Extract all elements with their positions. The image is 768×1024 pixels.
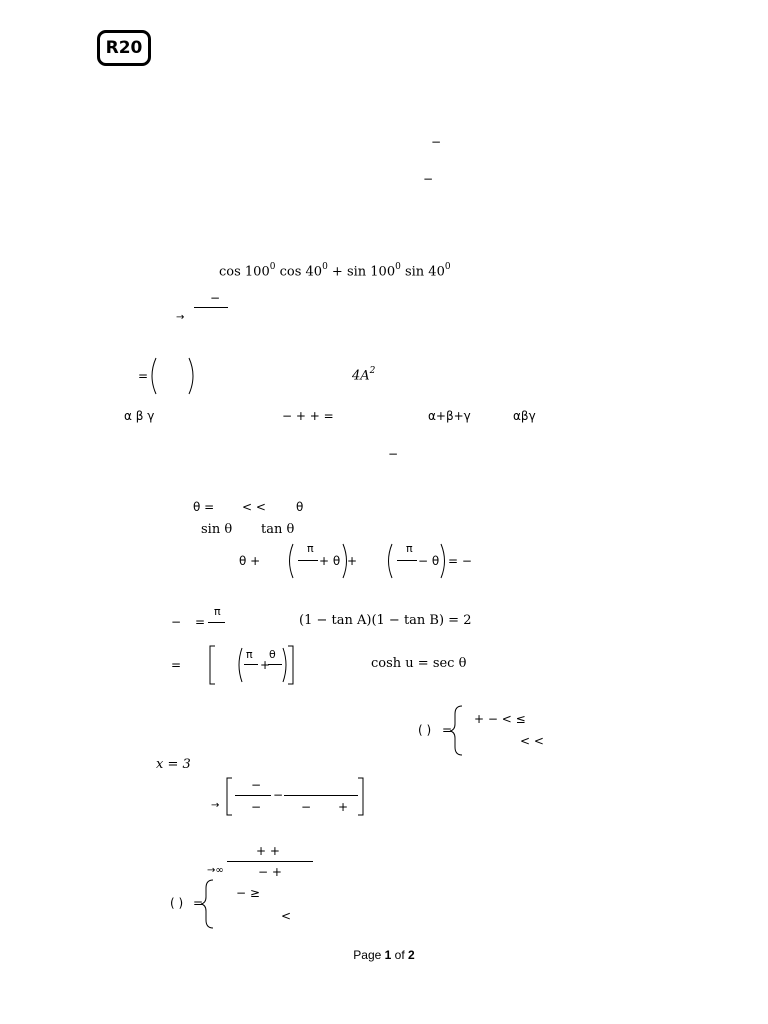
q11-denominator: − + xyxy=(258,865,282,879)
q4-product: αβγ xyxy=(513,409,536,423)
q5-pi-2: π xyxy=(406,542,413,555)
page-footer: Page 1 of 2 xyxy=(353,948,415,962)
q11-arrow: →∞ xyxy=(207,865,224,876)
q7-equals: = xyxy=(171,658,182,672)
q12-row-2: < xyxy=(281,909,292,923)
q3-expression: $4A^2$ xyxy=(352,366,376,384)
r20-logo: R20 xyxy=(97,30,151,66)
q3-equals: = xyxy=(138,369,149,383)
q5-inequality: < < xyxy=(242,500,266,514)
q12-paren: ( ) xyxy=(170,896,184,910)
q10-minus-b1: − xyxy=(251,800,262,814)
q5-minus-theta: − θ xyxy=(418,554,440,568)
q5-plus-theta: + θ xyxy=(319,554,341,568)
q8-equals: = xyxy=(442,723,453,737)
q9-expression: x = 3 xyxy=(156,757,191,772)
q12-brace xyxy=(201,880,213,928)
q3-right-paren xyxy=(189,358,193,394)
q4-operators: − + + = xyxy=(282,409,334,423)
q6-pi: π xyxy=(214,605,221,618)
q10-minus-mid: − xyxy=(273,788,284,802)
q10-right-bracket xyxy=(358,778,363,815)
q5-theta-eq: θ = xyxy=(193,500,215,514)
q1-expression: $\cos 100^0$ $\cos 40^0 + \sin 100^0$ $\sin 40^0$ xyxy=(219,262,451,280)
q10-plus: + xyxy=(338,800,349,814)
q6-expression: (1 − tan A)(1 − tan B) = 2 xyxy=(299,613,472,628)
q12-row-1: − ≥ xyxy=(236,886,260,900)
q11-numerator: + + xyxy=(256,844,280,858)
q7-plus: + xyxy=(260,658,271,672)
q7-left-paren xyxy=(239,648,242,682)
q7-right-paren xyxy=(283,648,286,682)
q-minus-1: − xyxy=(431,135,442,149)
q8-row-1: + − < ≤ xyxy=(474,712,526,726)
q2-arrow: → xyxy=(176,312,185,323)
q10-left-bracket xyxy=(227,778,232,815)
q6-equals: = xyxy=(195,615,206,629)
q5-theta-plus: θ + xyxy=(239,554,261,568)
q5-sin: sin θ xyxy=(201,522,233,537)
q3-left-paren xyxy=(152,358,156,394)
q10-minus-top: − xyxy=(251,778,262,792)
q5-right-paren-2 xyxy=(441,544,445,578)
q7-pi: π xyxy=(246,648,253,661)
q6-minus: − xyxy=(171,615,182,629)
q8-row-2: < < xyxy=(520,734,544,748)
q7-theta: θ xyxy=(269,648,276,661)
q5-pi-1: π xyxy=(307,542,314,555)
q4-sum: α+β+γ xyxy=(428,409,471,423)
q-minus-2: − xyxy=(423,172,434,186)
q5-theta: θ xyxy=(296,500,304,514)
q4-minus: − xyxy=(388,447,399,461)
q7-cosh: cosh u = sec θ xyxy=(371,656,467,671)
q7-right-bracket xyxy=(288,646,293,684)
q2-minus: − xyxy=(210,291,221,305)
q10-arrow: → xyxy=(211,800,220,811)
q4-greek: α β γ xyxy=(124,409,155,423)
q7-left-bracket xyxy=(210,646,215,684)
q5-left-paren-1 xyxy=(290,544,294,578)
q8-brace xyxy=(450,706,462,755)
q5-left-paren-2 xyxy=(389,544,393,578)
q5-eq-minus: = − xyxy=(448,554,472,568)
q10-minus-b2: − xyxy=(301,800,312,814)
q5-tan: tan θ xyxy=(261,522,295,537)
q12-equals: = xyxy=(193,896,204,910)
q8-paren: ( ) xyxy=(418,723,432,737)
q5-plus-after: + xyxy=(347,554,358,568)
q5-right-paren-1 xyxy=(343,544,347,578)
